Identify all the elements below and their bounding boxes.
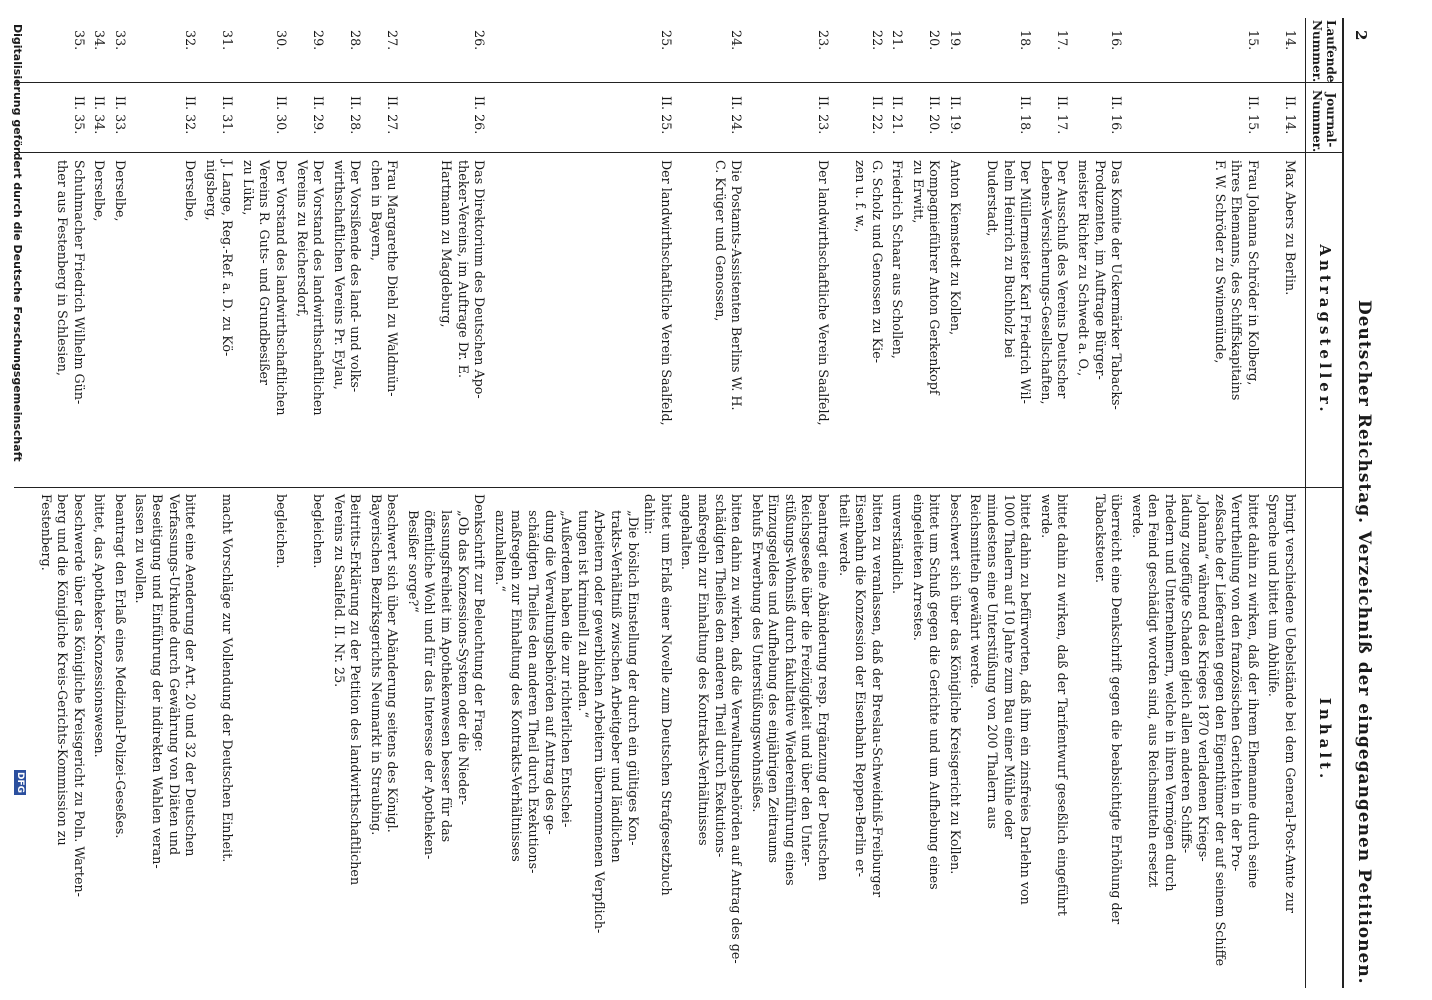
page-title: Deutscher Reichstag. Verzeichniß der eingegangenen Petitionen. xyxy=(1354,300,1374,985)
entry-content: begleichen. xyxy=(274,494,290,569)
entry-petitioner: Frau Johanna Schröder in Kolberg, ihres Ehemanns, des Schiffskapitains F. W. Schröder zu Swinemünde, xyxy=(1212,160,1261,401)
header-rule xyxy=(1305,18,1306,988)
entry-number: 31. xyxy=(220,30,236,51)
entry-petitioner: Der Vorstand des landwirthschaftlichen Vereins zu Reichersdorf, xyxy=(294,160,327,416)
entry-content: unverständlich. xyxy=(890,494,906,594)
entry-petitioner: Schuhmacher Friedrich Wilhelm Gün- ther aus Festenberg in Schlesien, xyxy=(55,160,87,405)
entry-number: 19. xyxy=(947,30,963,51)
entry-number: 18. xyxy=(1018,30,1034,51)
entry-journal-number: II. 29. xyxy=(311,96,327,135)
entry-petitioner: Kompagnieführer Anton Gerkenkopf zu Erwitt, xyxy=(910,160,943,395)
entry-journal-number: II. 28. xyxy=(348,96,364,135)
entry-journal-number: II. 32. xyxy=(183,96,199,135)
page-number: 2 xyxy=(1352,30,1370,41)
entry-content: bittet eine Aenderung der Art. 20 und 32 der Deutschen Verfassungs-Urkunde durch Gewährung von Diäten und Beseitigung und Einführung der indirekten Wahlen veran- lassen zu wollen. xyxy=(133,494,199,869)
entry-content: Denkschrift zur Beleuchtung der Frage: „Ob das Konzessions-System oder die Nieder- lassungsfreiheit im Apothekenwesen besser für das öffentliche Wohl und für das Interesse der Apotheken- Besißer sorge?“ xyxy=(405,494,488,860)
entry-content: überreicht eine Denkschrift gegen die beabsichtigte Erhöhung der Tabacksteuer. xyxy=(1092,494,1125,925)
entry-petitioner: Der landwirthschaftliche Verein Saalfeld, xyxy=(658,160,674,426)
header-journal-line1: Journal- xyxy=(1324,92,1338,148)
entry-content: bittet um Schuß gegen die Gerichte und um Aufhebung eines eingeleiteten Arrestes. xyxy=(910,494,943,890)
entry-content: Beitritts-Erklärung zu der Petition des landwirthschaftlichen Vereins zu Saalfeld. II. Nr. 25. xyxy=(331,494,364,886)
entry-content: beantragt den Erlaß eines Medizinal-Polizei-Geseßes. xyxy=(112,494,128,839)
entry-number: 32. xyxy=(183,30,199,51)
entry-petitioner: Der Müllermeister Karl Friedrich Wil- helm Heinrich zu Buchholz bei Duderstadt, xyxy=(985,160,1034,404)
entry-content: bittet, das Apotheker-Konzessionswesen. xyxy=(92,494,108,758)
entry-number: 34. xyxy=(92,30,108,51)
entry-content: bittet dahin zu wirken, daß der Tarifentwurf geseßlich eingeführt werde. xyxy=(1038,494,1071,916)
entry-content: bittet dahin zu wirken, daß der ihrem Ehemanne durch seine Verurtheilung von den französischen Gerichten in der Pro- zeßsache der Lieferanten gegen den Eigenthümer der auf seinem Schiffe „Johanna“ während des Krieges 1870 verladenen Kriegs- ladung zugefügte Schaden gleich allen anderen Schiffs- rhedern und Unternehmern, welche in ihren Vermögen durch den Feind geschädigt worden sind, aus Reichsmitteln ersetzt werde. xyxy=(1129,494,1261,967)
entry-number: 25. xyxy=(658,30,674,51)
entry-petitioner: Derselbe, xyxy=(183,160,199,222)
entry-number: 26. xyxy=(472,30,488,51)
entry-petitioner: Der Vorsißende des land- und volks- wirthschaftlichen Vereins Pr. Eylau, xyxy=(331,160,364,393)
header-laufende-line2: Nummer. xyxy=(1310,20,1324,83)
entry-journal-number: II. 24. xyxy=(729,96,745,135)
header-journal xyxy=(1310,90,1338,153)
entry-number: 22. xyxy=(869,30,885,51)
entry-number: 21. xyxy=(890,30,906,51)
header-antragsteller: Antragsteller. xyxy=(1316,244,1334,416)
entry-journal-number: II. 23. xyxy=(816,96,832,135)
entry-petitioner: Friedrich Schaar aus Schollen, xyxy=(890,160,906,359)
entry-content: bittet dahin zu befürworten, daß ihm ein zinsfreies Darlehn von 1000 Thalern auf 10 Jahre zum Bau einer Mühle oder mindestens eine Unterstüßung von 200 Thalern aus Reichsmitteln gewährt werde. xyxy=(968,494,1034,905)
entry-content: macht Vorschläge zur Vollendung der Deutschen Einheit. xyxy=(220,494,236,863)
entry-content: beschwerde über das Königliche Kreisgericht zu Poln. Warten- berg und die Königliche Kreis-Gerichts-Kommission zu Festenberg. xyxy=(38,494,87,897)
entry-journal-number: II. 15. xyxy=(1245,96,1261,135)
entry-number: 16. xyxy=(1109,30,1125,51)
entry-journal-number: II. 21. xyxy=(890,96,906,135)
entry-number: 14. xyxy=(1283,30,1298,51)
entry-journal-number: II. 14. xyxy=(1283,96,1298,135)
entry-journal-number: II. 22. xyxy=(869,96,885,135)
entry-petitioner: Der landwirthschaftliche Verein Saalfeld, xyxy=(816,160,832,426)
entry-content: begleichen. xyxy=(311,494,327,569)
header-laufende-line1: Laufende xyxy=(1324,20,1338,83)
entry-content: bringt verschiedene Uebelstände bei dem General-Post-Amte zur Sprache und bittet um Abhülfe. xyxy=(1266,494,1298,914)
entry-journal-number: II. 35. xyxy=(71,96,87,135)
entry-content: beschwert sich über das Königliche Kreisgericht zu Kollen. xyxy=(947,494,963,875)
dfg-logo: DFG xyxy=(15,772,25,794)
entry-number: 24. xyxy=(729,30,745,51)
entry-petitioner: Derselbe, xyxy=(112,160,128,222)
entry-petitioner: Die Postamts-Assistenten Berlins W. H. C. Krüger und Genossen, xyxy=(712,160,745,411)
header-journal-line2: Nummer. xyxy=(1310,90,1324,153)
column-rule-2 xyxy=(14,152,1344,153)
entry-number: 33. xyxy=(112,30,128,51)
entry-number: 20. xyxy=(927,30,943,51)
entry-number: 27. xyxy=(385,30,401,51)
entry-content: beantragt eine Abänderung resp. Ergänzung der Deutschen Reichsgeseße über die Freizügigkeit und über den Unter- stüßungs-Wohnsiß durch fakultative Wiedereinführung eines Einzugsgeldes und Aufhebung des einjährigen Zeitraums behufs Erwerbung des Unterstüßungswohnsißes. xyxy=(749,494,832,886)
entry-petitioner: Derselbe, xyxy=(92,160,108,222)
entry-number: 29. xyxy=(311,30,327,51)
entry-petitioner: Das Komite der Uckermärker Tabacks- Produzenten, im Auftrage Bürger- meister Richter zu Schwedt a. O., xyxy=(1075,160,1125,410)
entry-number: 17. xyxy=(1055,30,1071,51)
top-rule xyxy=(1342,18,1344,988)
entry-journal-number: II. 34. xyxy=(92,96,108,135)
column-rule-3 xyxy=(14,487,1344,488)
entry-journal-number: II. 30. xyxy=(274,96,290,135)
entry-petitioner: G. Scholz und Genossen zu Kie- zen u. f. w., xyxy=(853,160,885,364)
entry-petitioner: Max Abers zu Berlin. xyxy=(1283,160,1298,296)
entry-journal-number: II. 27. xyxy=(385,96,401,135)
entry-petitioner: Der Ausschuß des Vereins Deutscher Lebens-Versicherungs-Gesellschaften, xyxy=(1038,160,1071,405)
entry-journal-number: II. 17. xyxy=(1055,96,1071,135)
entry-journal-number: II. 20. xyxy=(927,96,943,135)
entry-content: bittet um Erlaß einer Novelle zum Deutschen Strafgesetzbuch dahin: „Die böslich Einstellung der durch ein gültiges Kon- trakts-Verhältniß zwischen Arbeitgeber und ländlichen Arbeitern oder gewerblichen Arbeitern übernommenen Verpflich- tungen ist kriminell zu ahnden.“ „Außerdem haben die zur richterlichen Entschei- dung die Verwaltungsbehörden auf Antrag des ge- schädigten Theiles den anderen Theil durch Exekutions- maßregeln zur Einhaltung des Kontrakts-Verhältnisses anzuhalten.“ xyxy=(492,494,674,934)
entry-petitioner: Der Vorstand des landwirthschaftlichen Vereins R. Guts- und Grundbesißer zu Lüku, xyxy=(240,160,290,416)
entry-petitioner: Das Direktorium des Deutschen Apo- theker-Vereins, im Auftrage Dr. E. Hartmann zu Magdeburg, xyxy=(439,160,488,399)
entry-journal-number: II. 33. xyxy=(112,96,128,135)
entry-petitioner: Frau Margarethe Diehl zu Waldmün- chen in Bayern, xyxy=(368,160,401,397)
entry-petitioner: Anton Kiemstedt zu Kollen, xyxy=(947,160,963,336)
entry-number: 28. xyxy=(348,30,364,51)
footer-credit: Digitalisierung gefördert durch die Deutsche Forschungsgemeinschaft xyxy=(11,24,24,462)
entry-number: 30. xyxy=(274,30,290,51)
entry-content: bitten dahin zu wirken, daß die Verwaltungsbehörden auf Antrag des ge- schädigten Theiles den anderen Theil durch Exekutions- maßregeln zur Einhaltung des Kontrakts-Verhältnisses angehalten. xyxy=(679,494,745,964)
header-inhalt: Inhalt. xyxy=(1316,697,1334,783)
entry-journal-number: II. 16. xyxy=(1109,96,1125,135)
header-laufende xyxy=(1310,20,1338,83)
entry-journal-number: II. 25. xyxy=(658,96,674,135)
column-rule-1 xyxy=(14,82,1344,83)
entry-content: beschwert sich über Abänderung seitens des Königl. Bayerischen Bezirksgerichts Neumarkt in Straubing. xyxy=(368,494,401,836)
entry-journal-number: II. 18. xyxy=(1018,96,1034,135)
entry-journal-number: II. 19. xyxy=(947,96,963,135)
entry-number: 15. xyxy=(1245,30,1261,51)
entry-journal-number: II. 31. xyxy=(220,96,236,135)
entry-number: 35. xyxy=(71,30,87,51)
entry-content: bitten zu veranlassen, daß der Breslau-Schweidniß-Freiburger Eisenbahn die Konzession der Eisenbahn Reppen-Berlin er- theilt werde. xyxy=(836,494,885,898)
entry-number: 23. xyxy=(816,30,832,51)
entry-journal-number: II. 26. xyxy=(472,96,488,135)
entry-petitioner: J. Lange, Reg.-Ref. a. D. zu Kö- nigsberg, xyxy=(203,160,236,357)
